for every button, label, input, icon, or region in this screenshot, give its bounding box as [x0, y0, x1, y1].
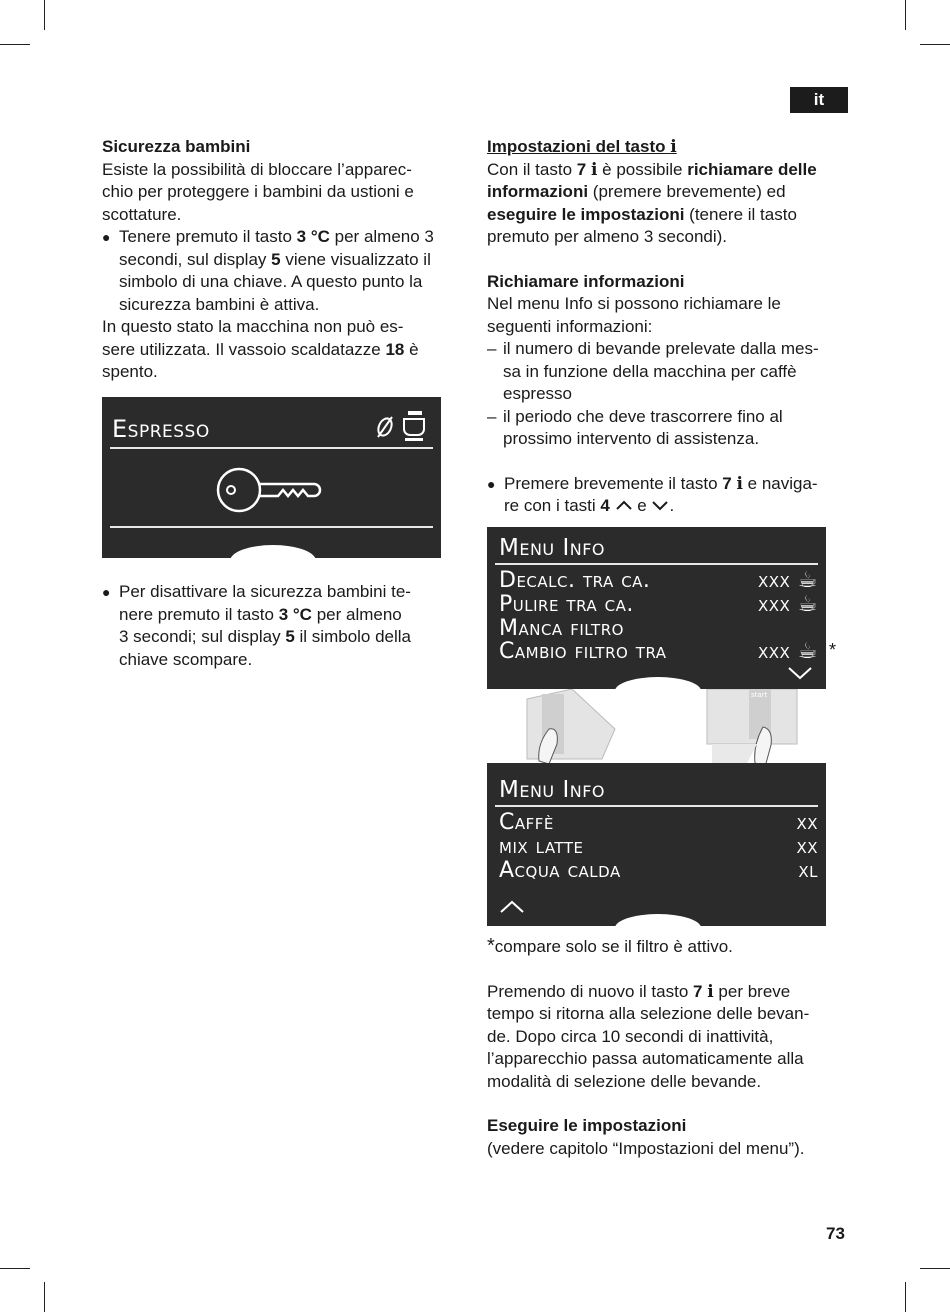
key-icon — [214, 465, 324, 515]
menu-row: Caffè xx — [499, 810, 818, 835]
hand-label: start — [751, 691, 768, 699]
info-heading: Richiamare informazioni — [487, 271, 685, 291]
menu-row: Cambio filtro tra xxx ☕ — [499, 639, 818, 664]
info-key-heading: Impostazioni del tasto i — [487, 137, 677, 157]
page-number: 73 — [826, 1224, 845, 1243]
bullet-enable-lock: ● Tenere premuto il tasto 3 °C per almeno 3 secondi, sul display 5 viene visualizzato il simbolo di una chiave. A questo punto la sicurezza bambini è attiva. — [102, 226, 467, 316]
crop-mark — [920, 44, 950, 45]
menu-row: Manca filtro — [499, 616, 624, 641]
cup-icon: ☕ — [797, 592, 818, 617]
menu-info-display-2 — [487, 763, 826, 926]
right-column: Impostazioni del tasto i Con il tasto 7 i è possibile richiamare delle informazioni (premere brevemente) ed eseguire le impostazioni (tenere il tasto premuto per almeno 3 secondi). Richiamare informazioni Nel menu Info si possono richiamare le seguenti informazioni: – il numero di bevande prelevate dalla mes- sa in funzione della macchina per caffè espresso – il periodo che deve trascorrere fino al prossimo intervento di assistenza. ● Premere brevemente il tasto 7 i e naviga- re con i tasti 4 e . — [487, 136, 857, 518]
bullet-navigate: ● Premere brevemente il tasto 7 i e naviga- re con i tasti 4 e . — [487, 473, 857, 518]
menu-row: Acqua calda xl — [499, 858, 818, 883]
button-press-illustration — [487, 689, 826, 765]
display-notch — [615, 914, 701, 928]
menu-row: Decalc. tra ca. xxx ☕ — [499, 568, 818, 593]
settings-heading: Eseguire le impostazioni — [487, 1116, 687, 1135]
crop-mark — [0, 1268, 30, 1269]
menu-row: mix latte xx — [499, 834, 818, 859]
menu-title: Menu Info — [499, 535, 605, 561]
left-column-lower — [102, 581, 467, 671]
state-text: spento. — [102, 362, 158, 381]
menu-info-display-1 — [487, 527, 826, 689]
child-safety-heading: Sicurezza bambini — [102, 137, 251, 156]
display-title: Espresso — [112, 415, 210, 443]
bean-cup-icon — [374, 407, 430, 443]
display-divider — [110, 447, 433, 449]
crop-mark — [0, 44, 30, 45]
espresso-display — [102, 397, 441, 558]
chevron-down-icon — [651, 499, 669, 511]
chevron-down-icon — [787, 665, 813, 681]
language-tab: it — [790, 87, 848, 113]
intro-line: scottature. — [102, 204, 182, 224]
right-column-lower: *compare solo se il filtro è attivo. Premendo di nuovo il tasto 7 i per breve tempo si ritorna alla selezione delle bevan- de. Dopo circa 10 secondi di inattività, l’apparecchio passa automaticamente alla modalità di selezione delle bevande. Eseguire le impostazioni (vedere capitolo “Impostazioni del menu”). — [487, 935, 857, 1160]
cup-icon: ☕ — [797, 568, 818, 593]
crop-mark — [44, 1282, 45, 1312]
bullet-disable-lock: ● Per disattivare la sicurezza bambini te- nere premuto il tasto 3 °C per almeno 3 secondi; sul display 5 il simbolo della chiave scompare. — [102, 581, 467, 671]
cup-icon: ☕ — [797, 639, 818, 664]
display-notch — [230, 545, 316, 561]
menu-row: Pulire tra ca. xxx ☕ — [499, 592, 818, 617]
chevron-up-icon — [615, 499, 633, 511]
menu-divider — [495, 805, 818, 807]
display-divider — [110, 526, 433, 528]
crop-mark — [905, 0, 906, 30]
left-column — [102, 136, 467, 384]
crop-mark — [920, 1268, 950, 1269]
footnote: *compare solo se il filtro è attivo. — [487, 935, 733, 957]
crop-mark — [44, 0, 45, 30]
menu-title: Menu Info — [499, 777, 605, 803]
intro-line: Esiste la possibilità di bloccare l’apparec- — [102, 159, 412, 179]
crop-mark — [905, 1282, 906, 1312]
chevron-up-icon — [499, 899, 525, 915]
state-text: In questo stato la macchina non può es- — [102, 317, 404, 336]
dash-item: – il numero di bevande prelevate dalla mes- sa in funzione della macchina per caffè espresso — [487, 338, 857, 406]
asterisk: * — [829, 640, 837, 660]
menu-divider — [495, 563, 818, 565]
intro-line: chio per proteggere i bambini da ustioni e — [102, 182, 414, 201]
dash-item: – il periodo che deve trascorrere fino al prossimo intervento di assistenza. — [487, 406, 857, 451]
state-text: sere utilizzata. Il vassoio scaldatazze 18 è — [102, 339, 419, 359]
